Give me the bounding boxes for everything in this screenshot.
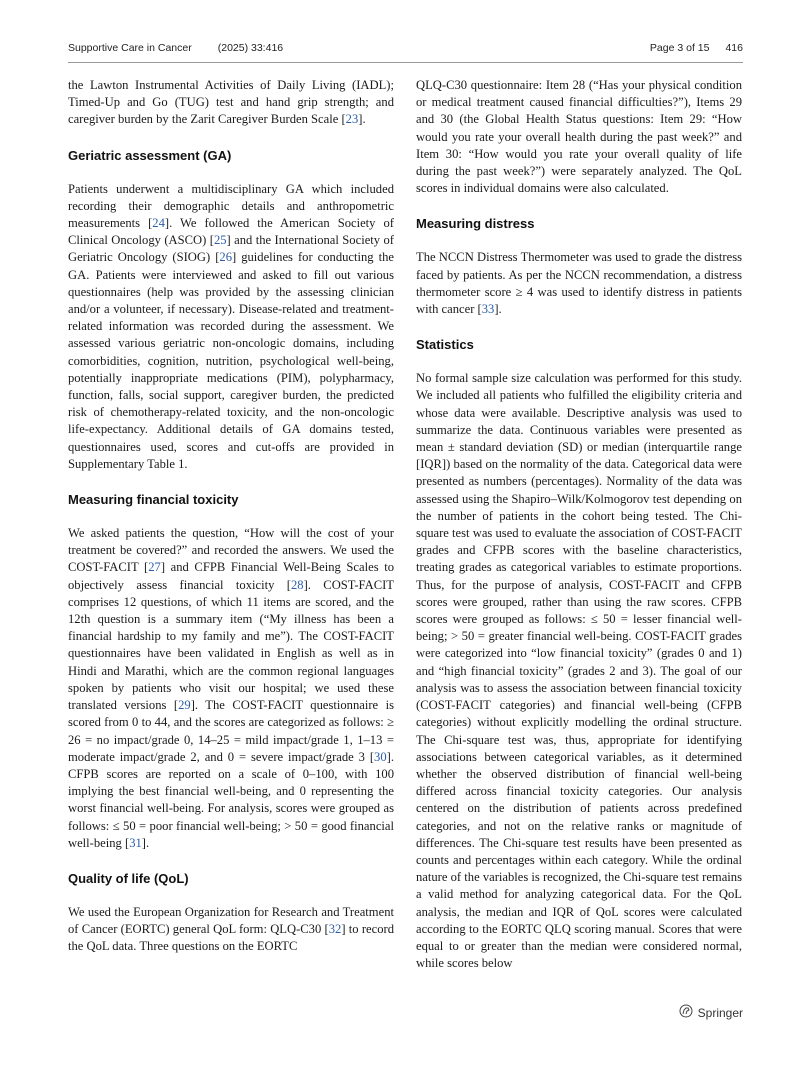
citation-link[interactable]: 29 — [178, 698, 191, 713]
ga-paragraph: Patients underwent a multidisciplinary GA which included recording their demographic details and anthropometric measurements [24]. We followed the American Society of Clinical Oncology (ASCO) [25] and the International Society of Geriatric Oncology (SIOG) [26] guidelines for conducting the GA. Patients were interviewed and asked to fill out various questionnaires (help was provided by the assessing clinician and/or a volunteer, if necessary). Disease-related and treatment-related information was recorded during the assessment. We assessed various geriatric non-oncologic domains, including comorbidities, cognition, nutrition, psychological well-being, potentially inappropriate medications (PIM), polypharmacy, function, falls, social support, caregiver burden, the predicted risk of chemotherapy-related toxicity, and the non-oncologic life-expectancy. Additional details of GA domains tested, questionnaires used, scores and cut-offs are provided in Supplementary Table 1. — [68, 181, 394, 471]
citation-link[interactable]: 23 — [345, 112, 359, 127]
citation-link[interactable]: 27 — [148, 560, 161, 575]
statistics-paragraph: No formal sample size calculation was performed for this study. We included all patients who fulfilled the eligibility criteria and whose data were available. Descriptive analysis was used to summarize the data. Continuous variables were presented as mean ± standard deviation (SD) or median (interquartile range [IQR]) based on the normality of the data. Categorical data were presented as numbers (percentages). Normality of the data was assessed using the Shapiro–Wilk/Kolmogorov test depending on the number of patients in the cohort being tested. The Chi-square test was used to evaluate the association of COST-FACIT grades and CFPB scores with the baseline characteristics, treating grades as categorical variables to estimate proportions. Thus, for the purpose of analysis, COST-FACIT and CFPB scores were grouped, rather than using the raw scores. CFPB scores were grouped as follows: ≤ 50 = lesser financial well-being; > 50 = greater financial well-being. COST-FACIT grades were categorized into “low financial toxicity” (grades 0 and 1) and “high financial toxicity” (grades 2 and 3). The goal of our analysis was to assess the association between financial toxicity (COST-FACIT categories) and financial well-being (CFPB categories) without explicitly modelling the ordinal structure. The Chi-square test was, thus, appropriate for identifying associations between categorical variables, as it determined whether the observed distribution of financial well-being differed across financial toxicity categories. Our analysis centered on the distribution of patients across predefined categories, and not on the relative ranks or magnitude of differences. The Chi-square test results have been presented as counts and percentages within each category. While the ordinal nature of the variables is recognized, the Chi-square test remains a valid method for analyzing categorical data. For the QoL analysis, the median and IQR of QoL scores were calculated according to the EORTC QLQ scoring manual. Scores that were equal to or greater than the median were considered normal, while scores below — [416, 371, 742, 971]
publisher-name: Springer — [697, 1005, 743, 1020]
citation-link[interactable]: 25 — [213, 233, 227, 248]
header-right — [650, 42, 743, 54]
citation-link[interactable]: 24 — [152, 216, 165, 231]
journal-name: Supportive Care in Cancer — [68, 42, 192, 54]
section-heading-distress: Measuring distress — [416, 216, 535, 232]
section-heading-financial-toxicity: Measuring financial toxicity — [68, 492, 239, 508]
springer-horse-icon — [679, 1004, 693, 1021]
financial-toxicity-paragraph: We asked patients the question, “How will the cost of your treatment be covered?” and recorded the answers. We used the COST-FACIT [27] and CFPB Financial Well-Being Scales to objectively assess financial toxicity [28]. COST-FACIT comprises 12 questions, of which 11 items are scored, and the 12th question is a summary item (“My illness has been a financial hardship to my family and me”). The COST-FACIT questionnaires have been validated in English as well as in Hindi and Marathi, which are the common regional languages spoken by patients who visit our hospital; we used these translated versions [29]. The COST-FACIT questionnaire is scored from 0 to 44, and the scores are categorized as follows: ≥ 26 = no impact/grade 0, 14–25 = mild impact/grade 1, 1–13 = moderate impact/grade 2, and 0 = severe impact/grade 3 [30]. CFPB scores are reported on a scale of 0–100, with 100 implying the best financial well-being, and 0 representing the worst financial well-being. For analysis, scores were grouped as follows: ≤ 50 = poor financial well-being; > 50 = good financial well-being [31]. — [68, 526, 395, 850]
qol-paragraph: We used the European Organization for Research and Treatment of Cancer (EORTC) general QoL form: QLQ-C30 [32] to record the QoL data. Three questions on the EORTC — [68, 904, 394, 954]
citation-link[interactable]: 33 — [481, 302, 495, 317]
page-header — [68, 36, 743, 63]
page-number: 416 — [725, 42, 743, 54]
section-heading-ga: Geriatric assessment (GA) — [68, 147, 232, 163]
section-heading-qol: Quality of life (QoL) — [68, 870, 189, 886]
citation-link[interactable]: 31 — [129, 835, 142, 850]
distress-paragraph: The NCCN Distress Thermometer was used to grade the distress faced by patients. As per the NCCN recommendation, a distress thermometer score ≥ 4 was used to identify distress in patients with cancer [33]. — [416, 250, 742, 317]
publisher-logo — [679, 1004, 743, 1021]
right-column — [416, 77, 742, 972]
section-heading-statistics: Statistics — [416, 337, 474, 353]
citation-link[interactable]: 30 — [374, 749, 387, 764]
qol-continued-paragraph: QLQ-C30 questionnaire: Item 28 (“Has your physical condition or medical treatment caused financial difficulties?”), Items 29 and 30 (the Global Health Status questions: Item 29: “How would you rate your overall health during the past week?” and Item 30: “How would you rate your overall quality of life during the past week?”) were separately analyzed. The QoL scores in individual domains were also calculated. — [416, 78, 742, 196]
citation-link[interactable]: 32 — [328, 922, 342, 937]
header-left — [68, 42, 283, 54]
citation-link[interactable]: 26 — [219, 250, 232, 265]
citation-link[interactable]: 28 — [290, 577, 304, 592]
journal-year-volume: (2025) 33:416 — [217, 42, 284, 54]
left-column — [68, 77, 394, 956]
page-of-total: Page 3 of 15 — [649, 42, 710, 54]
intro-paragraph: the Lawton Instrumental Activities of Daily Living (IADL); Timed-Up and Go (TUG) test and hand grip strength; and caregiver burden by the Zarit Caregiver Burden Scale [23]. — [68, 78, 394, 127]
